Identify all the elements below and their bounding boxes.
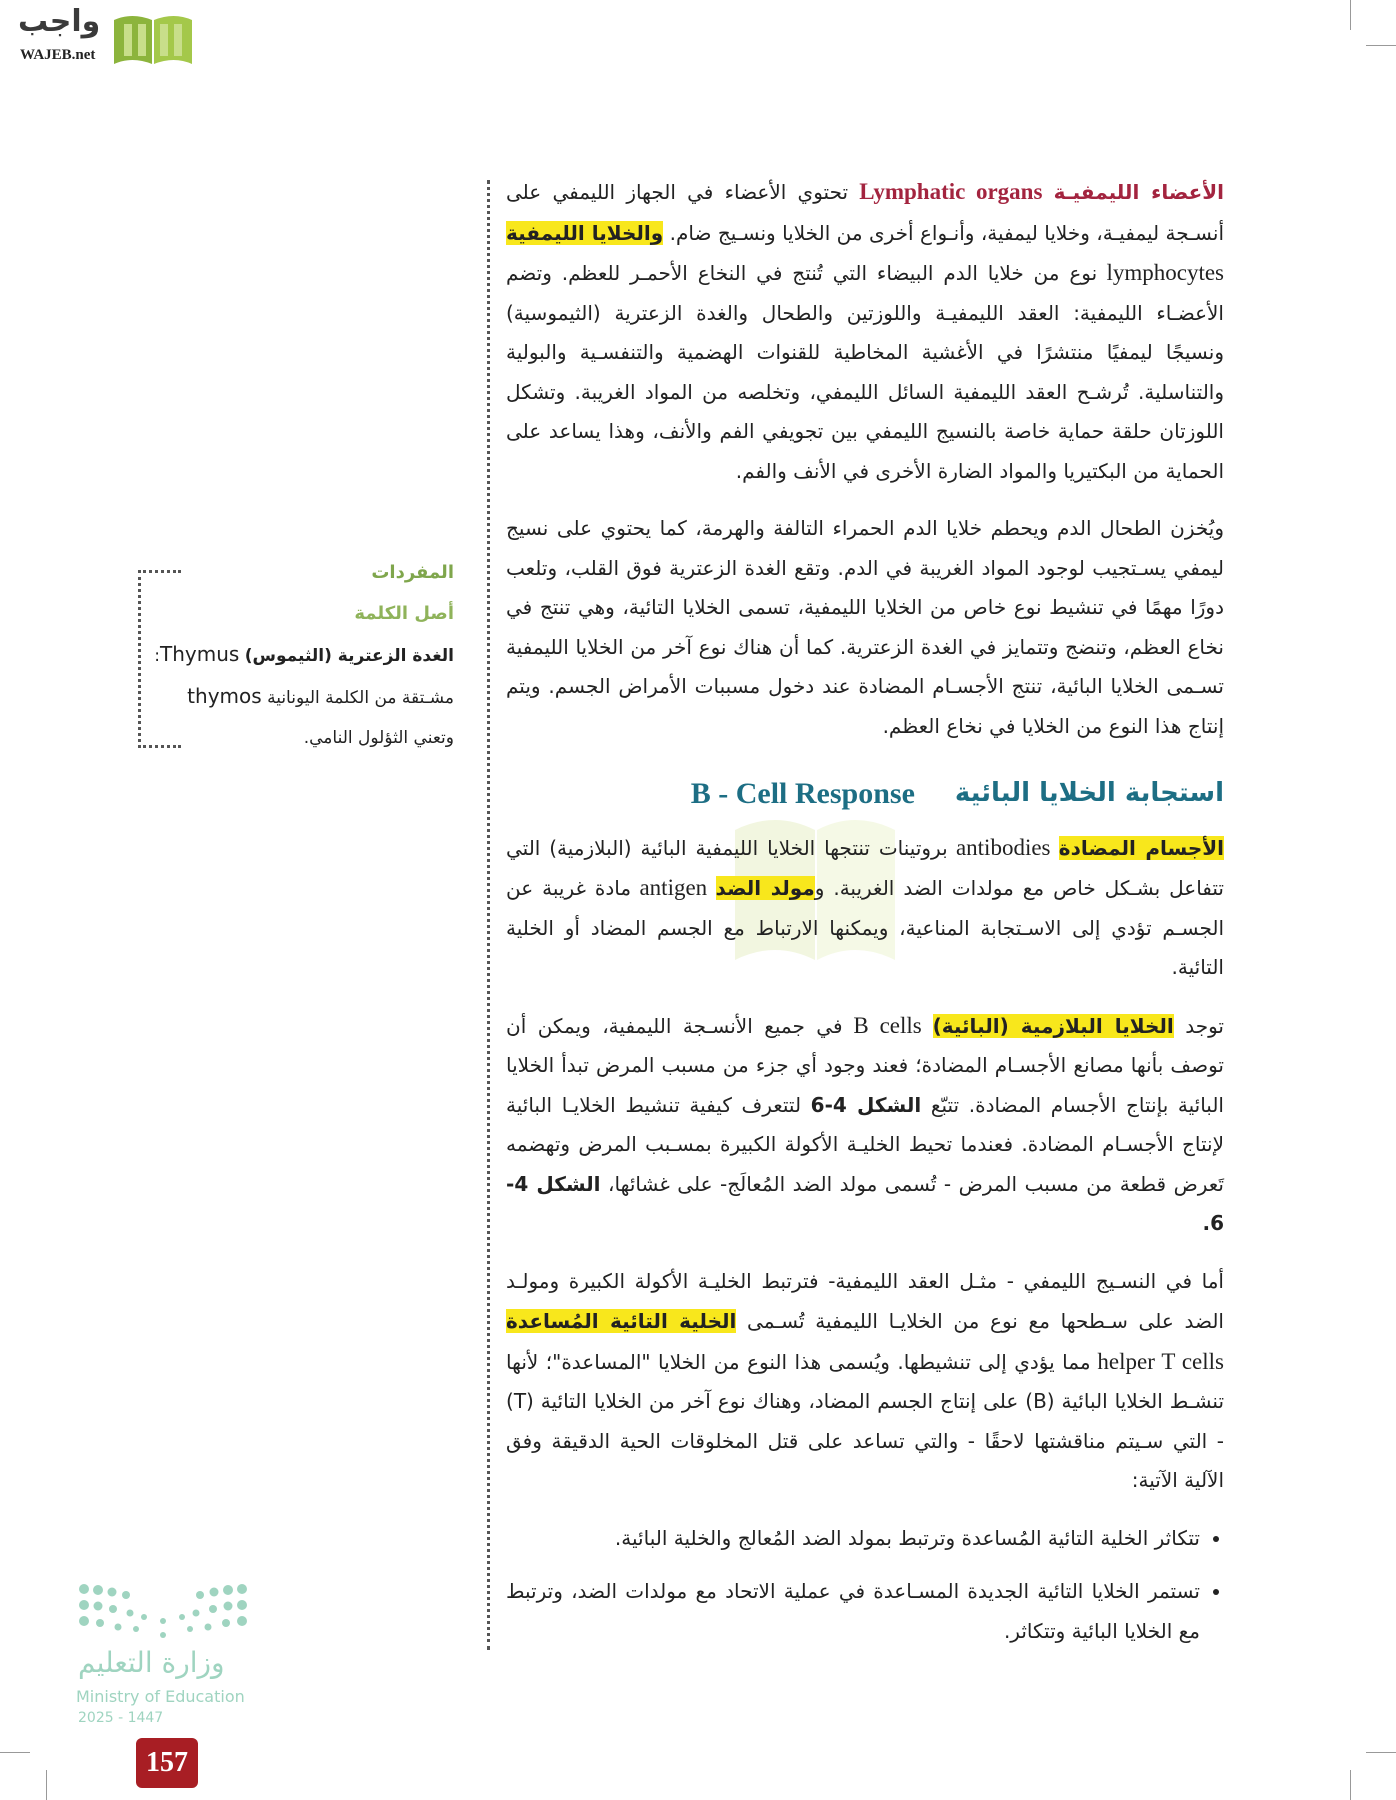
figure-reference[interactable]: الشكل 4-6. <box>506 1171 1224 1235</box>
figure-reference[interactable]: الشكل 4-6 <box>810 1092 922 1117</box>
ministry-name-english: Ministry of Education <box>76 1687 245 1706</box>
mechanism-list <box>506 1519 1224 1652</box>
ministry-logo <box>72 1575 252 1735</box>
logo-arabic: واجب <box>18 4 101 39</box>
highlight-antibodies: الأجسام المضادة <box>1058 835 1225 860</box>
heading-arabic: استجابة الخلايا البائية <box>954 778 1224 808</box>
paragraph-text: نوع من خلايا الدم البيضاء التي تُنتج في النخاع الأحمـر للعظم. وتضم الأعضـاء الليمفية: العقد الليمفيـة واللوزتين والطحال والغدة الزعترية (الثيموسية) ونسيجًا ليمفيًا منتشرًا في الأغشية المخاطية للقنوات الهضمية والتنفسـية والبولية والتناسلية. تُرشـح العقد الليمفية السائل الليمفي، وتخلصه من المواد الغريبة. وتشكل اللوزتان حلقة حماية خاصة بالنسيج الليمفي بين تجويفي الفم والأنف، وهذا يساعد على الحماية من البكتيريا والمواد الضارة الأخرى في الأنف والفم. <box>506 261 1224 483</box>
paragraph-b-cells <box>506 1006 1224 1244</box>
edition-year: 2025 - 1447 <box>78 1710 164 1726</box>
main-text-column <box>506 172 1224 1665</box>
paragraph-spleen-thymus: ويُخزن الطحال الدم ويحطم خلايا الدم الحمراء التالفة والهرمة، كما يحتوي على نسيج ليمفي يسـتجيب لوجود المواد الغريبة في الدم. وتقع الغدة الزعترية فوق القلب، وتلعب دورًا مهمًا في تنشيط نوع خاص من الخلايا الليمفية، تسمى الخلايا التائية، وهي تنتج في نخاع العظم، وتنضج وتتمايز في الغدة الزعترية. كما أن هناك نوع آخر من الخلايا الليمفية تسـمى الخلايا البائية، تنتج الأجسـام المضادة عند دخول مسببات الأمراض الجسم. ويتم إنتاج هذا النوع من الخلايا في نخاع العظم. <box>506 516 1224 738</box>
paragraph-text: في جميع الأنسـجة الليمفية، ويمكن أن توصف بأنها مصانع الأجسـام المضادة؛ فعند وجود أي جزء من مسبب المرض تبدأ الخلايا البائية بإنتاج الأجسام المضادة. تتبّع <box>506 1013 1224 1117</box>
paragraph-antibodies <box>506 828 1224 988</box>
ministry-name-arabic: وزارة التعليم <box>78 1646 225 1679</box>
paragraph-text: أما في النسـيج الليمفي - مثـل العقد الليمفية- فترتبط الخليـة الأكولة الكبيرة ومولـد الضد على سـطحها مع نوع من الخلايـا الليمفية تُسـمى <box>506 1268 1224 1333</box>
highlight-helper-t-cell: الخلية التائية المُساعدة <box>506 1309 737 1333</box>
wajeb-logo[interactable] <box>8 4 190 68</box>
column-divider <box>487 180 490 1650</box>
page-number: 157 <box>136 1738 198 1788</box>
crop-mark <box>1366 1752 1396 1753</box>
crop-mark <box>0 1752 30 1753</box>
term-en: antibodies <box>947 834 1059 860</box>
paragraph-text: مما يؤدي إلى تنشيطها. ويُسمى هذا النوع من الخلايا "المساعدة"؛ لأنها تنشـط الخلايا البائية (B) على إنتاج الجسم المضاد، وهناك نوع آخر من الخلايا التائية (T) - التي سـيتم مناقشتها لاحقًا - والتي تساعد على قتل المخلوقات الحية الدقيقة وفق الآلية الآتية: <box>506 1349 1225 1492</box>
sidebar-text: وتعني الثؤلول النامي. <box>303 728 454 748</box>
sidebar-title: المفردات <box>371 562 454 583</box>
crop-mark <box>1350 1770 1351 1800</box>
sidebar-term: الغدة الزعترية (الثيموس) <box>244 646 454 666</box>
book-icon <box>112 10 194 66</box>
paragraph-text: توجد <box>1173 1013 1224 1038</box>
logo-english: WAJEB.net <box>20 47 96 63</box>
highlight-antigen: مولد الضد <box>715 876 815 900</box>
sidebar-term-en: thymos <box>187 684 262 708</box>
ministry-dots-icon <box>78 1583 248 1643</box>
sidebar-subtitle: أصل الكلمة <box>354 603 454 624</box>
term-lymphatic-organs: الأعضاء الليمفيـة <box>1053 180 1224 204</box>
paragraph-text: تحتوي الأعضاء في الجهاز الليمفي على أنسـجة ليمفيـة، وخلايا ليمفية، وأنـواع أخرى من الخلايا ونسـيج ضام. <box>506 180 1225 245</box>
crop-mark <box>46 1770 47 1800</box>
list-item: • تتكاثر الخلية التائية المُساعدة وترتبط بمولد الضد المُعالج والخلية البائية. <box>506 1519 1200 1559</box>
vocabulary-sidebar: المفردات أصل الكلمة الغدة الزعترية (الثيموس) Thymus: مشـتقة من الكلمة اليونانية thymos وتعني الثؤلول النامي. <box>138 552 454 758</box>
term-en: helper T cells <box>1090 1348 1224 1374</box>
term-lymphatic-organs-en: Lymphatic organs <box>859 179 1043 204</box>
sidebar-text: مشـتقة من الكلمة اليونانية <box>267 688 454 708</box>
term-en: B cells <box>842 1012 933 1038</box>
paragraph-text: مادة غريبة عن الجسـم تؤدي إلى الاسـتجابة المناعية، ويمكنها الارتباط مع الجسم المضاد أو الخلية التائية. <box>506 876 1224 979</box>
highlight-b-cells: الخلايا البلازمية (البائية) <box>932 1013 1174 1038</box>
paragraph-helper-t-cells <box>506 1262 1224 1501</box>
list-item: • تستمر الخلايا التائية الجديدة المسـاعدة في عملية الاتحاد مع مولدات الضد، وترتبط مع الخلايا البائية وتتكاثر. <box>506 1572 1200 1651</box>
highlight-lymphocytes: والخلايا الليمفية <box>506 220 664 245</box>
heading-english: B - Cell Response <box>690 777 915 810</box>
section-heading <box>506 774 1224 814</box>
paragraph-lymphatic-organs <box>506 172 1224 491</box>
term-en: lymphocytes <box>1097 260 1225 285</box>
paragraph-text: بروتينات تنتجها الخلايا الليمفية البائية (البلازمية) التي تتفاعل بشـكل خاص مع مولدات الضد الغريبة. و <box>506 835 1225 900</box>
crop-mark <box>1350 0 1351 30</box>
sidebar-term-en: Thymus <box>160 642 240 666</box>
paragraph-text: لتتعرف كيفية تنشيط الخلايـا البائية لإنتاج الأجسـام المضادة. فعندما تحيط الخليـة الأكولة الكبيرة بمسـبب المرض وتهضمه تَعرض قطعة من مسبب المرض - تُسمى مولد الضد المُعالَج- على غشائها، <box>506 1092 1224 1196</box>
term-en: antigen <box>631 875 716 900</box>
crop-mark <box>1366 45 1396 46</box>
